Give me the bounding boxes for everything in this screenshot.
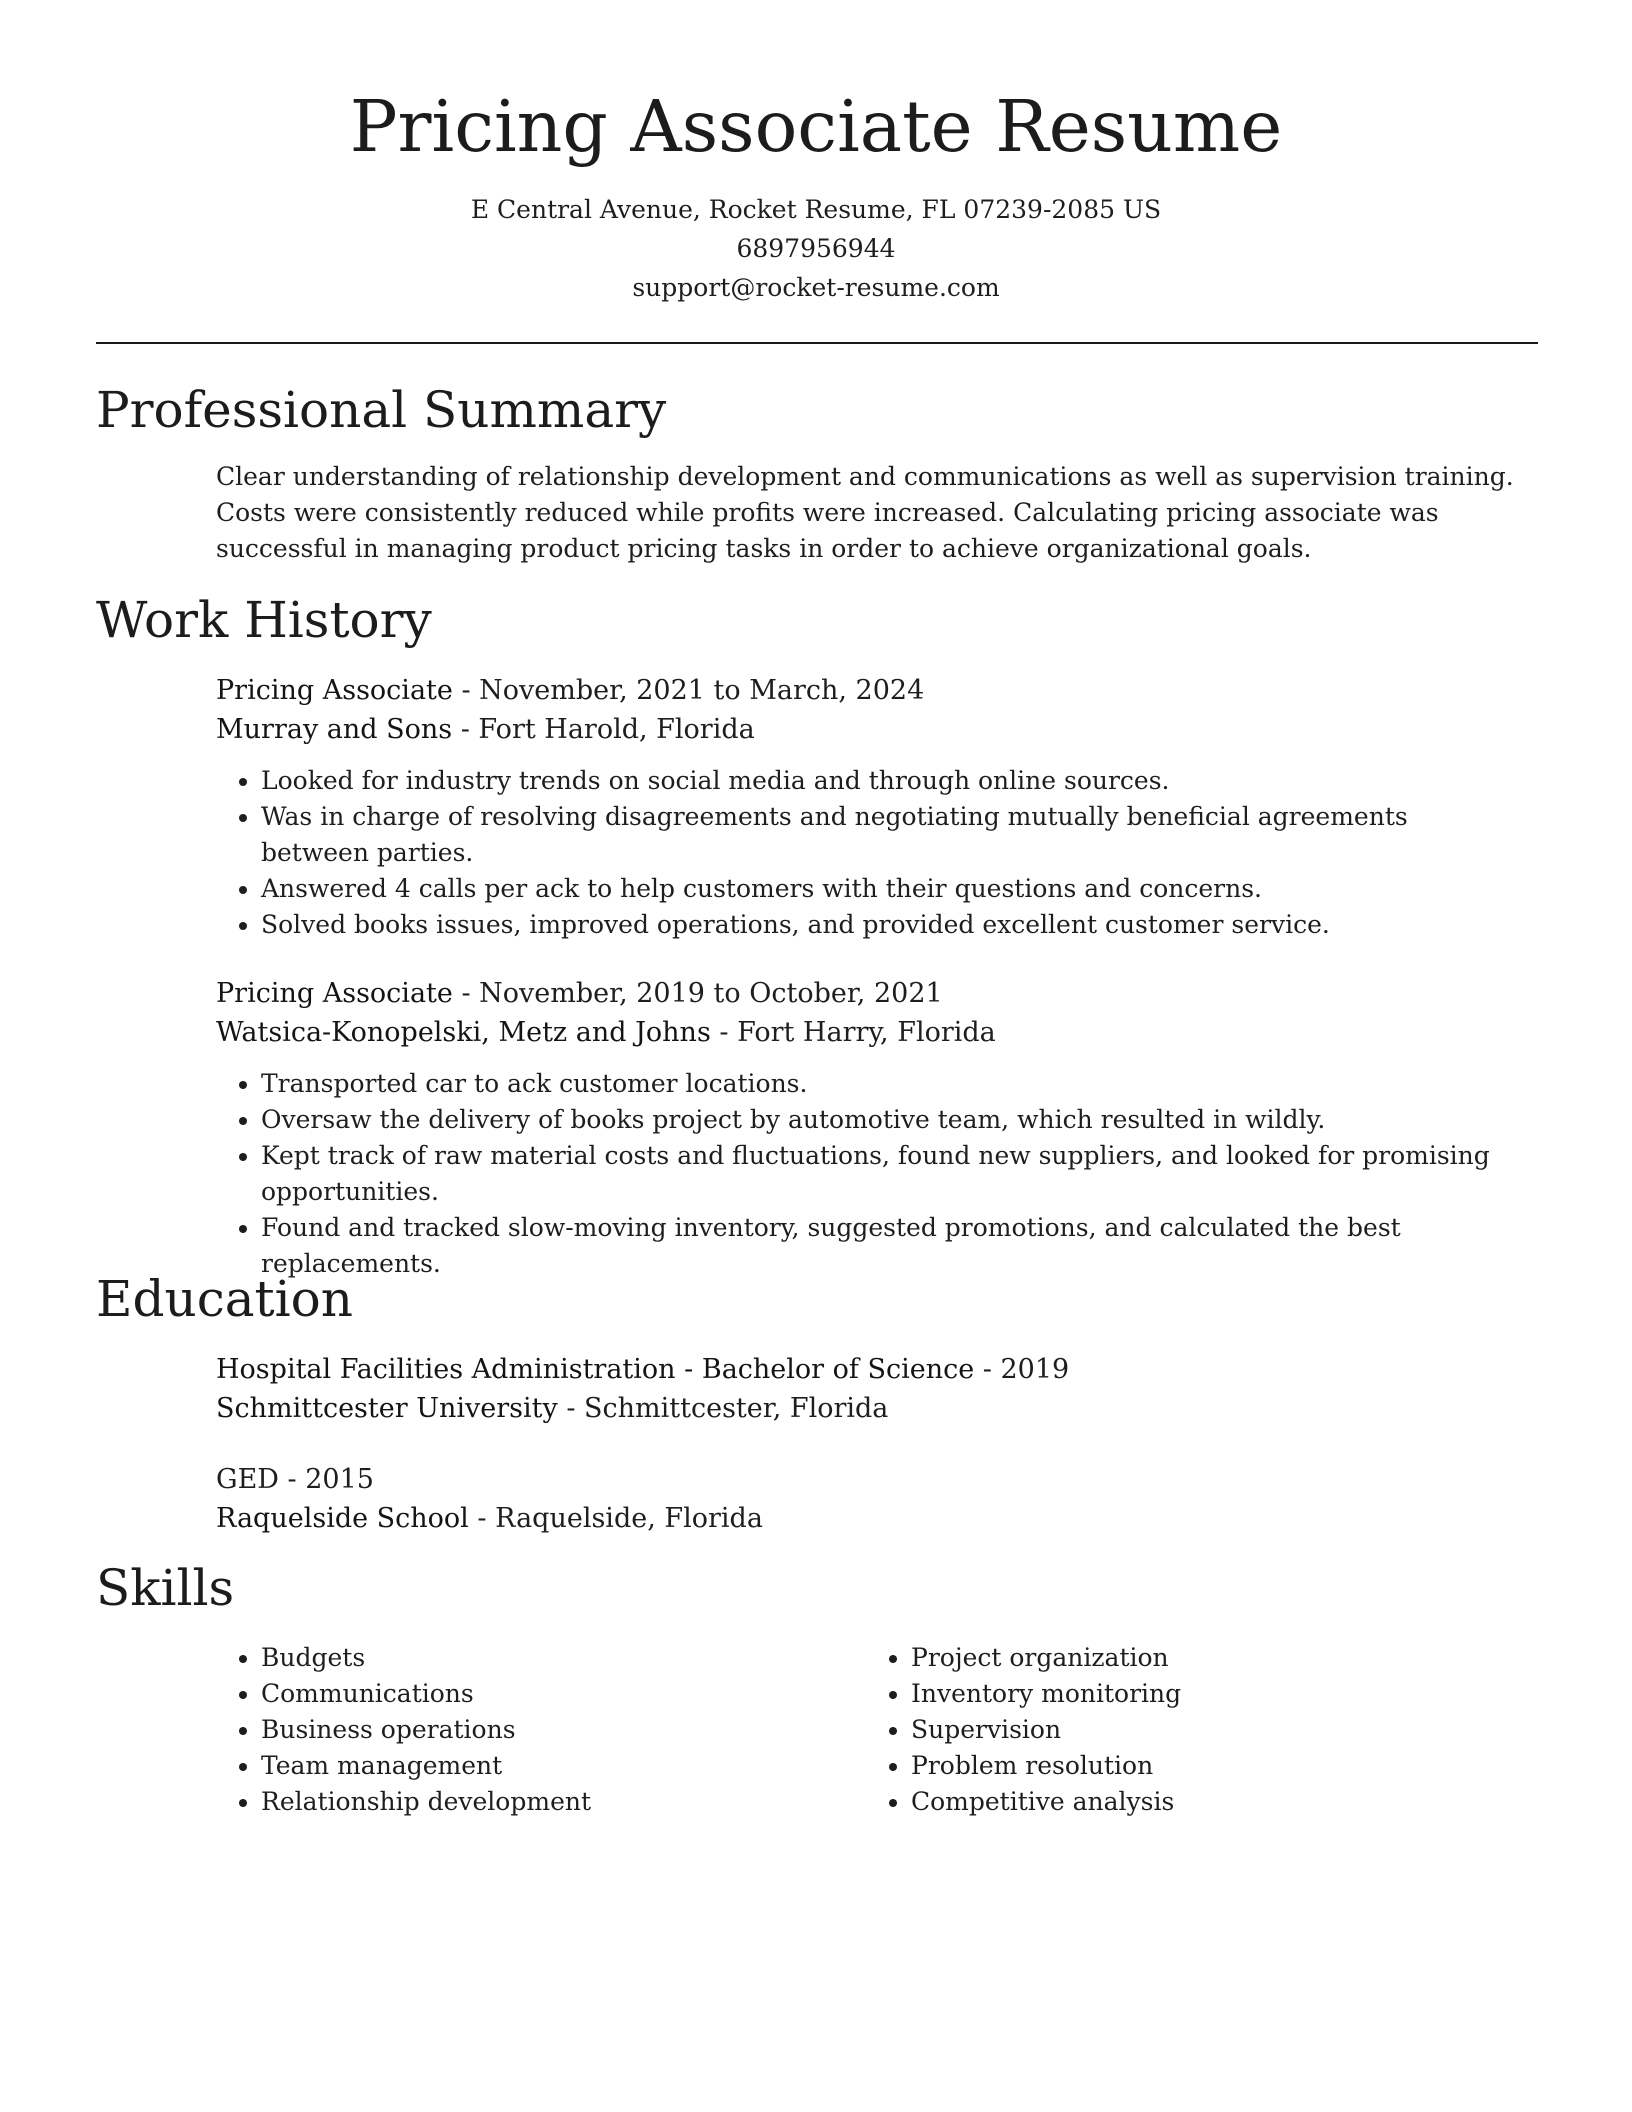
job-title-line <box>216 671 1516 710</box>
job-title: Pricing Associate <box>216 978 453 1009</box>
job-duty: • Kept track of raw material costs and fluctuations, found new suppliers, and looked for promising opportunities. <box>261 1138 1516 1210</box>
job-company: Watsica-Konopelski, Metz and Johns <box>216 1017 711 1048</box>
skill-item: • Communications <box>261 1676 816 1712</box>
job-duty: • Found and tracked slow-moving inventory, suggested promotions, and calculated the best replacements. <box>261 1210 1516 1282</box>
resume-header <box>0 0 1632 307</box>
skills-list <box>866 1640 1466 1820</box>
job-location: - Fort Harold, Florida <box>452 714 755 745</box>
job-duty: • Oversaw the delivery of books project by automotive team, which resulted in wildly. <box>261 1102 1516 1138</box>
job-company: Murray and Sons <box>216 714 453 745</box>
education-field: Hospital Facilities Administration <box>216 1354 676 1385</box>
skills-list <box>216 1640 816 1820</box>
education-location: - Raquelside, Florida <box>468 1503 763 1534</box>
header-divider <box>96 342 1538 344</box>
contact-email: support@rocket-resume.com <box>632 273 1000 302</box>
job-duty: • Was in charge of resolving disagreements and negotiating mutually beneficial agreements between parties. <box>261 799 1516 871</box>
summary-heading: Professional Summary <box>96 381 667 439</box>
skill-item: • Relationship development <box>261 1784 816 1820</box>
education-entry <box>216 1460 1516 1538</box>
skills-heading: Skills <box>96 1559 235 1617</box>
education-degree: - Bachelor of Science <box>675 1354 975 1385</box>
education-school-line <box>216 1499 1516 1538</box>
job-title-line <box>216 974 1516 1013</box>
job-duty: • Answered 4 calls per ack to help customers with their questions and concerns. <box>261 871 1516 907</box>
job-duties-list <box>216 763 1516 943</box>
education-year: - 2019 <box>974 1354 1070 1385</box>
job-company-line <box>216 710 1516 749</box>
job-company-line <box>216 1013 1516 1052</box>
contact-info <box>0 190 1632 307</box>
education-degree-line <box>216 1350 1516 1389</box>
skill-item: • Inventory monitoring <box>911 1676 1466 1712</box>
job-location: - Fort Harry, Florida <box>710 1017 996 1048</box>
education-entry <box>216 1350 1516 1428</box>
skill-item: • Competitive analysis <box>911 1784 1466 1820</box>
work-history-heading: Work History <box>96 591 432 649</box>
summary-text: Clear understanding of relationship development and communications as well as supervision training. Costs were consistently reduced while profits were increased. Calculating pricing associate was successful in managing product pricing tasks in order to achieve organizational goals. <box>216 462 1514 563</box>
skill-item: • Supervision <box>911 1712 1466 1748</box>
education-school-line <box>216 1389 1516 1428</box>
summary-section <box>216 459 1516 567</box>
job-dates: - November, 2019 to October, 2021 <box>452 978 943 1009</box>
skill-item: • Budgets <box>261 1640 816 1676</box>
job-duties-list <box>216 1066 1516 1282</box>
job-entry <box>216 671 1516 943</box>
skills-column-right <box>866 1640 1466 1820</box>
job-duty: • Solved books issues, improved operations, and provided excellent customer service. <box>261 907 1516 943</box>
job-duty: • Transported car to ack customer locations. <box>261 1066 1516 1102</box>
job-entry <box>216 974 1516 1282</box>
skill-item: • Problem resolution <box>911 1748 1466 1784</box>
contact-address: E Central Avenue, Rocket Resume, FL 07239-2085 US <box>470 195 1162 224</box>
education-year: - 2015 <box>278 1464 374 1495</box>
education-school: Schmittcester University <box>216 1393 558 1424</box>
job-title: Pricing Associate <box>216 675 453 706</box>
skills-column-left <box>216 1640 816 1820</box>
contact-phone: 6897956944 <box>736 234 896 263</box>
skill-item: • Team management <box>261 1748 816 1784</box>
job-dates: - November, 2021 to March, 2024 <box>452 675 925 706</box>
skill-item: • Project organization <box>911 1640 1466 1676</box>
education-school: Raquelside School <box>216 1503 469 1534</box>
education-heading: Education <box>96 1270 353 1328</box>
resume-title: Pricing Associate Resume <box>349 85 1283 168</box>
education-field: GED <box>216 1464 279 1495</box>
skill-item: • Business operations <box>261 1712 816 1748</box>
job-duty: • Looked for industry trends on social media and through online sources. <box>261 763 1516 799</box>
education-location: - Schmittcester, Florida <box>557 1393 889 1424</box>
skills-section <box>216 1640 1516 1840</box>
education-degree-line <box>216 1460 1516 1499</box>
